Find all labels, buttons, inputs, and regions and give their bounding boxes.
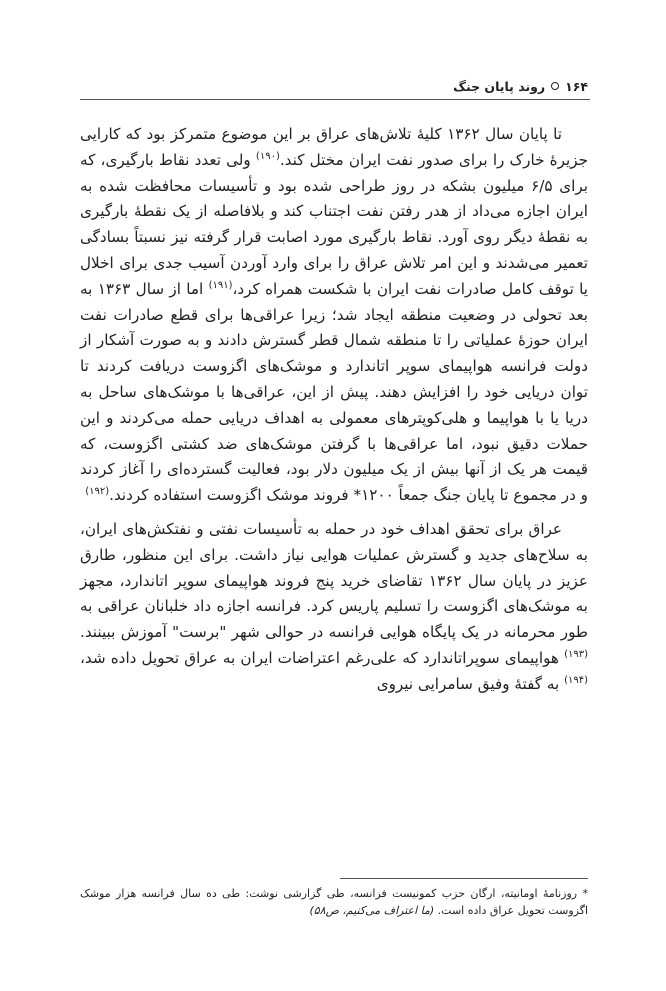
citation-192: (۱۹۲): [85, 486, 110, 498]
footnote-marker: *: [353, 486, 362, 505]
running-header: [80, 76, 588, 96]
circle-separator-icon: [551, 82, 559, 90]
footnote-text: * روزنامهٔ اومانیته، ارگان حزب کمونیست فرانسه، طی گزارشی نوشت: طی ده سال فرانسه هزار موشک اگزوست تحویل عراق داده است.: [80, 887, 588, 917]
paragraph-1: تا پایان سال ۱۳۶۲ کلیهٔ تلاش‌های عراق بر این موضوع متمرکز بود که کارایی جزیرهٔ خارک را برای صدور نفت ایران مختل کند.$^{(۱۹۰)}$ ولی تعدد نقاط بارگیری، که برای ۶/۵ میلیون بشکه در روز طراحی شده بود و تأسیسات محافظت شده به ایران اجازه می‌داد از هدر رفتن نفت اجتناب کند و بلافاصله از یک نقطهٔ بارگیری به نقطهٔ دیگر روی آورد. نقاط بارگیری مورد اصابت قرار گرفته نیز نسبتاً بسادگی تعمیر می‌شدند و این امر تلاش عراق را برای وارد آوردن آسیب جدی برای اخلال یا توقف کامل صادرات نفت ایران با شکست همراه کرد،$^{(۱۹۱)}$ اما از سال ۱۳۶۳ به بعد تحولی در وضعیت منطقه ایجاد شد؛ زیرا عراقی‌ها برای قطع صادرات نفت ایران حوزهٔ عملیاتی را تا منطقه شمال قطر گسترش دادند و به صورت آشکار از دولت فرانسه هواپیمای سوپر اتاندارد و موشک‌های اگزوست دریافت کردند تا توان دریایی خود را افزایش دهند. پیش از این، عراقی‌ها با موشک‌های ساحل به دریا یا با هواپیما و هلی‌کوپترهای معمولی به اهداف دریایی حمله می‌کردند و این حملات دقیق نبود، اما عراقی‌ها با گرفتن موشک‌های ضد کشتی اگزوست، که قیمت هر یک از آنها بیش از یک میلیون دلار بود، فعالیت گسترده‌ای را آغاز کردند و در مجموع تا پایان جنگ جمعاً ۱۲۰۰* فروند موشک اگزوست استفاده کردند.$^{(۱۹۲)}$: [80, 125, 589, 505]
running-title: روند پایان جنگ: [453, 78, 546, 94]
citation-191: (۱۹۱): [208, 279, 233, 291]
citation-190: (۱۹۰): [255, 150, 280, 162]
page-number: ۱۶۴: [565, 78, 588, 94]
footnote-source: (ما اعتراف می‌کنیم، ص۵۸): [309, 904, 435, 917]
citation-193: (۱۹۳): [564, 648, 588, 660]
footnote: [80, 885, 588, 919]
page-body: [80, 122, 588, 698]
footnote-rule: [340, 878, 588, 879]
header-rule: [80, 99, 590, 100]
citation-194: (۱۹۴): [564, 674, 588, 686]
paragraph-2: عراق برای تحقق اهداف خود در حمله به تأسیسات نفتی و نفتکش‌های ایران، به سلاح‌های جدید و گسترش عملیات هوایی نیاز داشت. برای این منظور، طارق عزیز در پایان سال ۱۳۶۲ تقاضای خرید پنج فروند هواپیمای سوپر اتاندارد، مجهز به موشک‌های اگزوست را تسلیم پاریس کرد. فرانسه اجازه داد خلبانان عراقی به طور محرمانه در یک پایگاه هوایی فرانسه در حوالی شهر "برست" آموزش ببینند.$^{(۱۹۳)}$ هواپیمای سوپراتاندارد که علی‌رغم اعتراضات ایران به عراق تحویل داده شد،$^{(۱۹۴)}$ به گفتهٔ وفیق سامرایی نیروی: [80, 519, 588, 693]
